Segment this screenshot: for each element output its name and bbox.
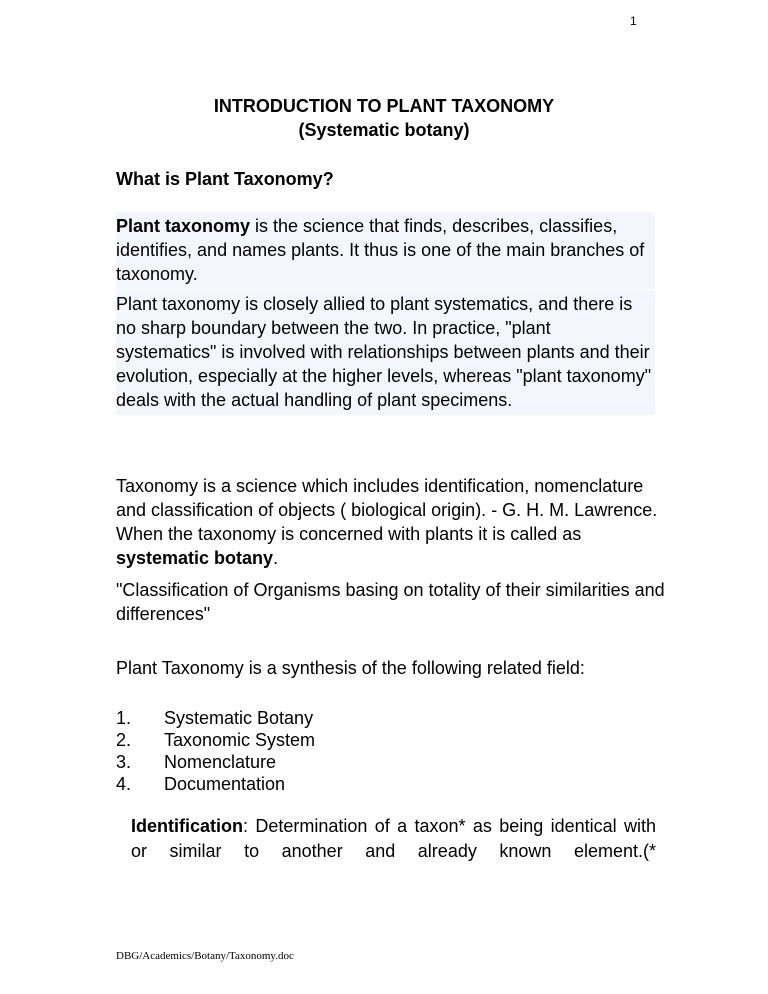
- list-item: [116, 729, 315, 751]
- identification-text: : Determination of a taxon* as being identical with or similar to another and already known element.(*: [131, 816, 656, 861]
- definition-paragraph: [116, 212, 655, 289]
- definition-text: is the science that finds, describes, classifies, identifies, and names plants. It thus is one of the main branches of taxonomy.: [116, 216, 645, 284]
- list-item: [116, 773, 315, 795]
- footer-path: DBG/Academics/Botany/Taxonomy.doc: [116, 950, 294, 962]
- identification-paragraph: [131, 814, 656, 864]
- section-heading: What is Plant Taxonomy?: [116, 169, 334, 189]
- document-title: INTRODUCTION TO PLANT TAXONOMY: [213, 96, 555, 116]
- lawrence-text: Taxonomy is a science which includes identification, nomenclature and classification of objects ( biological origin). - G. H. M. Lawrence. When the taxonomy is concerned with plants it is called as: [116, 476, 658, 544]
- identification-term: Identification: [131, 816, 243, 836]
- systematic-botany-term: systematic botany: [116, 548, 274, 568]
- list-number: 2.: [116, 730, 132, 750]
- list-number: 3.: [116, 752, 132, 772]
- list-label: Nomenclature: [164, 752, 277, 772]
- list-item: [116, 751, 315, 773]
- page-number: 1: [630, 14, 637, 28]
- synthesis-intro: Plant Taxonomy is a synthesis of the following related field:: [116, 658, 585, 678]
- definition-term: Plant taxonomy: [116, 216, 251, 236]
- list-label: Documentation: [164, 774, 286, 794]
- list-label: Systematic Botany: [164, 708, 314, 728]
- classification-quote: "Classification of Organisms basing on totality of their similarities and differences": [116, 580, 665, 624]
- list-number: 1.: [116, 708, 132, 728]
- lawrence-end: .: [273, 548, 279, 568]
- systematics-paragraph: Plant taxonomy is closely allied to plant systematics, and there is no sharp boundary between the two. In practice, "plant systematics" is involved with relationships between plants and their evolution, especially at the higher levels, whereas "plant taxonomy" deals with the actual handling of plant specimens.: [116, 290, 655, 415]
- list-number: 4.: [116, 774, 132, 794]
- fields-list: [116, 707, 315, 795]
- document-subtitle: (Systematic botany): [298, 120, 470, 140]
- lawrence-paragraph: [116, 474, 676, 570]
- list-item: [116, 707, 315, 729]
- list-label: Taxonomic System: [164, 730, 316, 750]
